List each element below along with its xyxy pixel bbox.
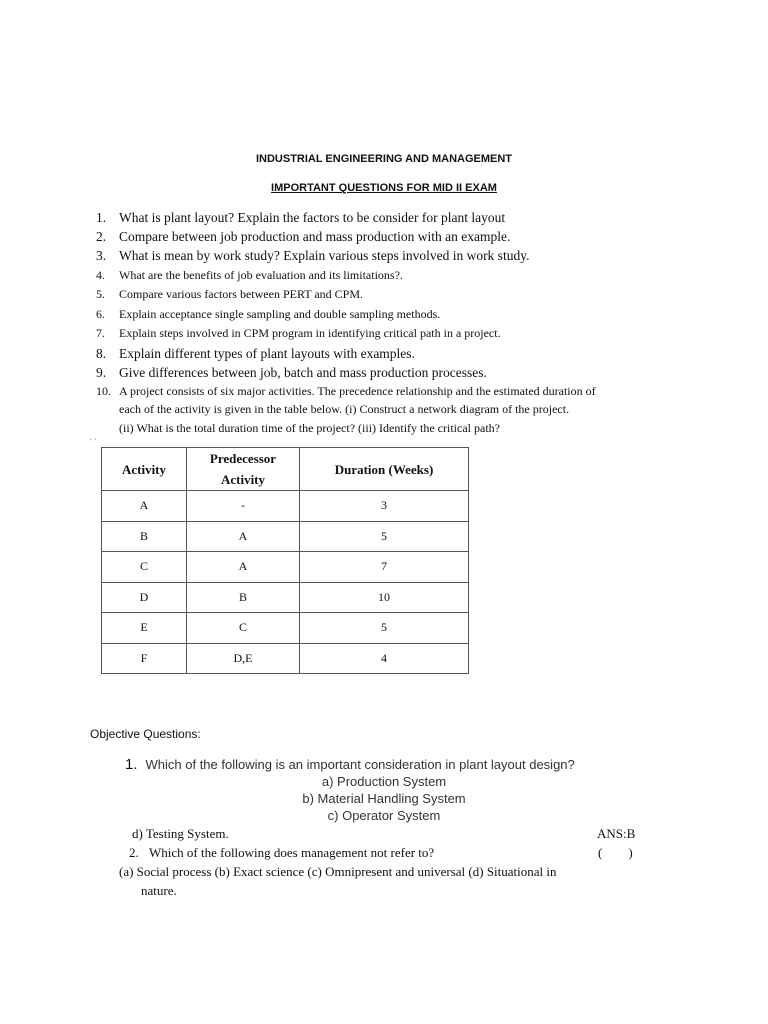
table-row [102,491,469,522]
question-4 [96,266,403,285]
question-9 [96,363,487,382]
question-number: 2. [96,229,107,244]
question-number: 9. [96,365,107,380]
question-10-continuation-1: each of the activity is given in the table below. (i) Construct a network diagram of the project. [119,402,570,416]
table-body [102,491,469,674]
table-cell-predecessor: D,E [187,643,300,674]
question-2 [96,227,510,246]
question-text: Explain different types of plant layouts with examples. [119,346,415,361]
table-row [102,613,469,644]
objective-question-2-options-cont: nature. [141,883,177,898]
question-text: Give differences between job, batch and mass production processes. [119,365,487,380]
table-cell-predecessor: - [187,491,300,522]
document-title: INDUSTRIAL ENGINEERING AND MANAGEMENT [255,153,513,165]
objective-heading: Objective Questions: [90,727,201,741]
option-d: d) Testing System. [132,826,229,841]
table-cell-activity: E [102,613,187,644]
table-cell-activity: D [102,582,187,613]
table-cell-duration: 5 [300,521,469,552]
option-c: c) Operator System [327,808,441,823]
table-cell-duration: 5 [300,613,469,644]
question-number: 10. [96,384,111,398]
table-header-activity: Activity [102,448,187,491]
question-text: What is mean by work study? Explain various steps involved in work study. [119,248,530,263]
table-cell-activity: F [102,643,187,674]
question-text: Explain steps involved in CPM program in identifying critical path in a project. [119,326,501,340]
objective-question-1 [125,756,575,773]
question-1 [96,208,505,227]
table-cell-activity: C [102,552,187,583]
table-cell-activity: B [102,521,187,552]
question-text: Compare between job production and mass production with an example. [119,229,511,244]
question-5 [96,285,363,304]
activity-table [101,447,469,674]
table-header-duration: Duration (Weeks) [300,448,469,491]
table-row [102,552,469,583]
option-a: a) Production System [321,774,447,789]
table-cell-predecessor: A [187,521,300,552]
table-row [102,582,469,613]
table-cell-duration: 10 [300,582,469,613]
question-number: 3. [96,248,107,263]
question-6 [96,305,440,324]
objective-question-1-number: 1. [125,756,138,773]
answer-label: ANS:B [597,826,636,841]
option-b: b) Material Handling System [302,791,466,806]
question-text: What are the benefits of job evaluation and its limitations?. [119,268,403,282]
question-8 [96,344,415,363]
question-number: 5. [96,287,105,301]
question-text: Explain acceptance single sampling and double sampling methods. [119,307,441,321]
question-7 [96,324,501,343]
objective-question-2-text: Which of the following does management not refer to? [149,845,435,860]
table-cell-activity: A [102,491,187,522]
table-header-row [102,448,469,491]
question-3 [96,246,529,265]
question-text: A project consists of six major activities. The precedence relationship and the estimated duration of [119,384,596,398]
question-text: What is plant layout? Explain the factors to be consider for plant layout [119,210,506,225]
document-subtitle: IMPORTANT QUESTIONS FOR MID II EXAM [271,182,497,194]
question-number: 4. [96,268,105,282]
table-cell-predecessor: C [187,613,300,644]
table-cell-duration: 7 [300,552,469,583]
question-text: Compare various factors between PERT and CPM. [119,287,364,301]
objective-question-2-number: 2. [129,845,139,860]
objective-question-2-options: (a) Social process (b) Exact science (c) Omnipresent and universal (d) Situational in [119,864,557,879]
question-10-continuation-2: (ii) What is the total duration time of the project? (iii) Identify the critical path? [119,421,500,435]
objective-question-1-text: Which of the following is an important consideration in plant layout design? [145,757,575,772]
question-number: 6. [96,307,105,321]
table-cell-duration: 4 [300,643,469,674]
table-row [102,521,469,552]
answer-bracket: ( ) [598,845,633,860]
question-number: 1. [96,210,107,225]
table-cell-predecessor: A [187,552,300,583]
stray-mark: ' ` [90,437,97,447]
table-cell-duration: 3 [300,491,469,522]
question-number: 8. [96,346,107,361]
table-header-predecessor: Predecessor Activity [187,448,300,491]
question-number: 7. [96,326,105,340]
table-cell-predecessor: B [187,582,300,613]
table-row [102,643,469,674]
objective-question-2 [129,845,434,861]
question-10 [96,382,596,401]
